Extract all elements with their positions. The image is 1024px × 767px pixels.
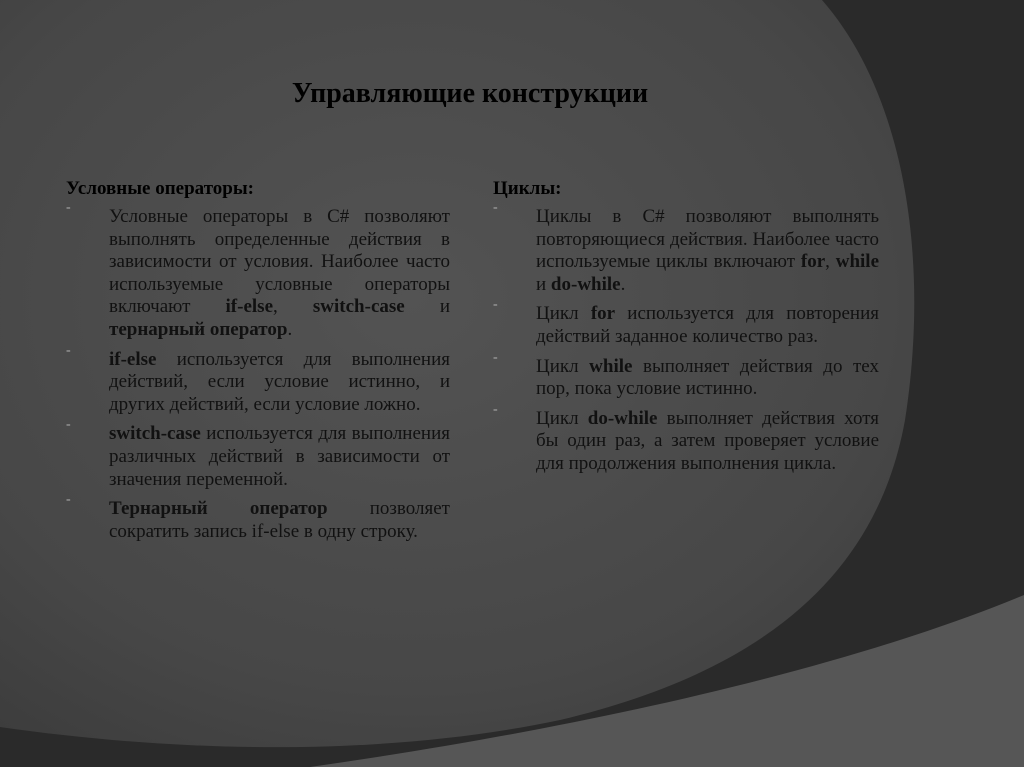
bold-term: switch-case (109, 423, 201, 445)
bold-term: Тернарный оператор (109, 498, 328, 520)
list-item (66, 200, 451, 342)
bold-term: if-else (109, 348, 157, 370)
bullet-dash-icon: - (493, 297, 498, 313)
bullet-text: Цикл for используется для повторения действий заданное количество раз. (536, 303, 879, 347)
left-column-heading: Условные операторы: (66, 178, 255, 199)
bold-term: тернарный оператор (109, 318, 288, 340)
right-bullet-list (493, 200, 879, 476)
bullet-dash-icon: - (493, 200, 498, 215)
right-column (493, 178, 879, 483)
bold-term: switch-case (312, 296, 405, 318)
bullet-text: Цикл do-while выполняет действия хотя бы один раз, а затем проверяет условие для продолжения выполнения цикла. (536, 407, 879, 474)
slide-title: Управляющие конструкции (291, 78, 649, 109)
bullet-text: if-else используется для выполнения действий, если условие истинно, и других действий, если условие ложно. (109, 348, 450, 415)
bold-term: if-else (225, 296, 274, 318)
list-item (493, 401, 879, 476)
right-column-heading: Циклы: (493, 178, 562, 199)
left-column (66, 178, 450, 550)
list-item (66, 417, 450, 491)
bullet-dash-icon: - (66, 200, 71, 215)
left-bullet-list (66, 200, 451, 543)
bold-term: while (589, 355, 633, 377)
bullet-text: Условные операторы в C# позволяют выполнять определенные действия в зависимости от условия. Наиболее часто используемые условные операторы включают if-else, switch-case и тернарный оператор. (109, 206, 451, 340)
bold-term: for (800, 251, 826, 273)
bullet-dash-icon: - (66, 492, 71, 508)
bullet-text: Тернарный оператор позволяет сократить запись if-else в одну строку. (109, 498, 450, 542)
list-item (493, 200, 879, 296)
bold-term: do-while (550, 273, 621, 295)
bold-term: while (835, 251, 879, 273)
bold-term: do-while (587, 407, 658, 429)
list-item (66, 492, 450, 543)
bullet-dash-icon: - (66, 342, 71, 358)
list-item (66, 342, 450, 417)
bold-term: for (590, 303, 616, 325)
bullet-text: Циклы в C# позволяют выполнять повторяющиеся действия. Наиболее часто используемые циклы включают for, while и do-while. (536, 206, 879, 295)
bullet-dash-icon: - (493, 401, 498, 417)
list-item (493, 297, 879, 348)
bullet-dash-icon: - (493, 349, 498, 365)
bullet-text: switch-case используется для выполнения различных действий в зависимости от значения переменной. (109, 423, 450, 490)
list-item (493, 349, 879, 401)
bullet-dash-icon: - (66, 417, 71, 433)
bullet-text: Цикл while выполняет действия до тех пор, пока условие истинно. (536, 355, 879, 400)
